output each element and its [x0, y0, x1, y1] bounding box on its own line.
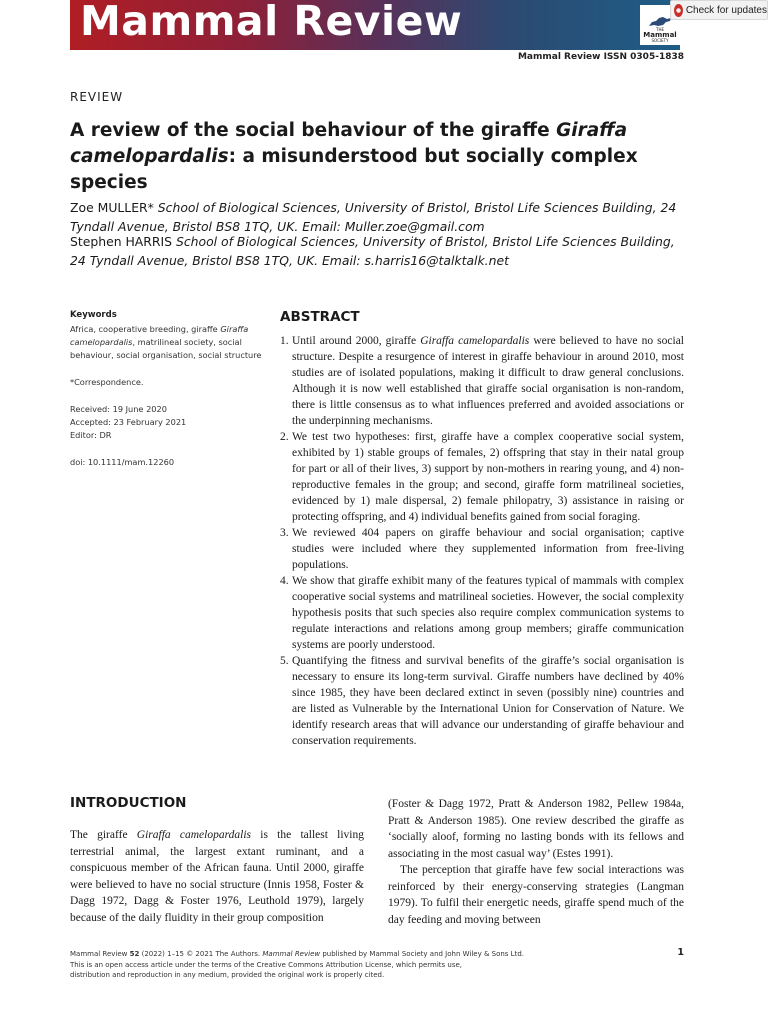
abstract-list [280, 333, 684, 749]
footer-year: (2022) 1–15 © 2021 The Authors. [139, 950, 263, 958]
author-1 [70, 199, 680, 236]
item-number: 3. [280, 527, 289, 539]
abstract-item [280, 429, 684, 525]
logo-main-text: Mammal [643, 31, 677, 39]
introduction-column-right [388, 796, 684, 928]
issn-line: Mammal Review ISSN 0305-1838 [517, 52, 684, 62]
abstract-heading: ABSTRACT [280, 309, 360, 325]
intro-paragraph: (Foster & Dagg 1972, Pratt & Anderson 1982, Pellew 1984a, Pratt & Anderson 1985). One review described the giraffe as ‘socially aloof, forming no lasting bonds with its fellows and associating in the most casual way’ (Estes 1991). [388, 798, 684, 860]
item-number: 5. [280, 655, 289, 667]
author-name: Stephen HARRIS [70, 234, 173, 249]
page-footer [70, 949, 630, 981]
abstract-item [280, 573, 684, 653]
accepted-date: Accepted: 23 February 2021 [70, 417, 187, 427]
article-dates [70, 403, 265, 442]
editor: Editor: DR [70, 430, 112, 440]
item-text: We show that giraffe exhibit many of the features typical of mammals with complex cooperative social systems and matrilineal societies. However, the social complexity hypothesis posits that such species also require complex communication systems to regulate interactions and relations among group members; giraffe communication systems are poorly understood. [292, 575, 684, 651]
title-species: Giraffa camelopardalis [70, 120, 628, 167]
introduction-column-left [70, 827, 364, 926]
item-text: We reviewed 404 papers on giraffe behaviour and social organisation; captive studies were included where they supplemented information from free-living populations. [292, 527, 684, 571]
received-date: Received: 19 June 2020 [70, 404, 167, 414]
intro-species: Giraffa camelopardalis [136, 829, 252, 841]
title-part-1: A review of the social behaviour of the giraffe [70, 120, 557, 141]
item-number: 4. [280, 575, 289, 587]
title-part-2: : a misunderstood but socially complex species [70, 146, 638, 193]
abstract-item [280, 653, 684, 749]
doi-link[interactable]: doi: 10.1111/mam.12260 [70, 457, 175, 467]
author-affiliation: School of Biological Sciences, University of Bristol, Bristol Life Sciences Building, 24 Tyndall Avenue, Bristol BS8 1TQ, UK. Email: Muller.zoe@gmail.com [70, 200, 677, 234]
author-affiliation: School of Biological Sciences, University of Bristol, Bristol Life Sciences Building, 24 Tyndall Avenue, Bristol BS8 1TQ, UK. Email: s.harris16@talktalk.net [70, 234, 675, 268]
logo-top-text: THE [656, 27, 664, 32]
keywords-heading: Keywords [70, 310, 117, 320]
check-for-updates-label: Check for updates [685, 4, 767, 16]
introduction-heading: INTRODUCTION [70, 795, 187, 811]
section-label: REVIEW [70, 90, 124, 104]
keywords-post: , matrilineal society, social behaviour, social organisation, social structure [70, 337, 262, 360]
journal-banner [70, 0, 680, 50]
item-number: 2. [280, 431, 289, 443]
item-species: Giraffa camelopardalis [420, 335, 530, 347]
article-info-sidebar [70, 310, 265, 469]
correspondence-note: *Correspondence. [70, 377, 144, 387]
keywords-list [70, 323, 265, 362]
footer-volume: 52 [129, 950, 140, 958]
intro-paragraph: The perception that giraffe have few social interactions was reinforced by their energy-conserving strategies (Langman 1979). To fulfil their energetic needs, giraffe spend much of the day feeding and moving between [388, 864, 684, 926]
intro-text-post: is the tallest living terrestrial animal, the largest extant ruminant, and a conspicuous member of the African fauna. Until 2000, giraffe were believed to have no social structure (Innis 1958, Foster & Dagg 1972, Dagg & Foster 1976, Leuthold 1979), largely because of the daily fluidity in their group composition [70, 829, 364, 924]
item-text-post: were believed to have no social structure. Despite a resurgence of interest in giraffe behaviour in around 2010, most studies are of isolated populations, making it difficult to draw general conclusions. Although it is now well established that giraffe social organisation is non-random, there is little consensus as to what influences preferred and avoided associations or the underpinning mechanisms. [292, 335, 684, 427]
keywords-pre: Africa, cooperative breeding, giraffe [70, 324, 221, 334]
article-title [70, 118, 670, 196]
journal-title: Mammal Review [80, 0, 463, 45]
check-for-updates-button[interactable] [670, 0, 768, 20]
footer-license-line: distribution and reproduction in any medium, provided the original work is properly cited. [70, 971, 385, 979]
footer-journal-italic: Mammal Review [262, 950, 321, 958]
update-badge-icon [674, 4, 683, 17]
footer-citation [70, 949, 630, 960]
footer-journal: Mammal Review [70, 950, 130, 958]
keywords-species: Giraffa camelopardalis [70, 324, 249, 347]
page-number: 1 [677, 947, 684, 958]
logo-bottom-text: SOCIETY [651, 38, 669, 43]
intro-text-pre: The giraffe [70, 829, 137, 841]
item-number: 1. [280, 335, 289, 347]
item-text: Quantifying the fitness and survival benefits of the giraffe’s social organisation is necessary to ensure its long-term survival. Giraffe numbers have declined by 40% since 1985, they have been declared extinct in seven (possibly nine) countries and are listed as Vulnerable by the International Union for Conservation of Nature. We identify research areas that will advance our understanding of giraffe behaviour and conservation requirements. [292, 655, 684, 747]
abstract-item [280, 333, 684, 429]
footer-publisher: published by Mammal Society and John Wiley & Sons Ltd. [320, 950, 524, 958]
author-name: Zoe MULLER* [70, 200, 154, 215]
item-text: We test two hypotheses: first, giraffe have a complex cooperative social system, exhibited by 1) stable groups of females, 2) offspring that stay in their natal group for part or all of their lives, 3) support by non-mothers in rearing young, and 4) non-reproductive females in the group; and second, giraffe form matrilineal societies, evidenced by 1) male dispersal, 2) female philopatry, 3) assistance in raising or protecting offspring, and 4) individual benefits gained from social foraging. [292, 431, 684, 523]
item-text-pre: Until around 2000, giraffe [292, 335, 421, 347]
footer-license-line: This is an open access article under the terms of the Creative Commons Attribution License, which permits use, [70, 960, 463, 969]
author-2 [70, 233, 680, 270]
abstract-item [280, 525, 684, 573]
